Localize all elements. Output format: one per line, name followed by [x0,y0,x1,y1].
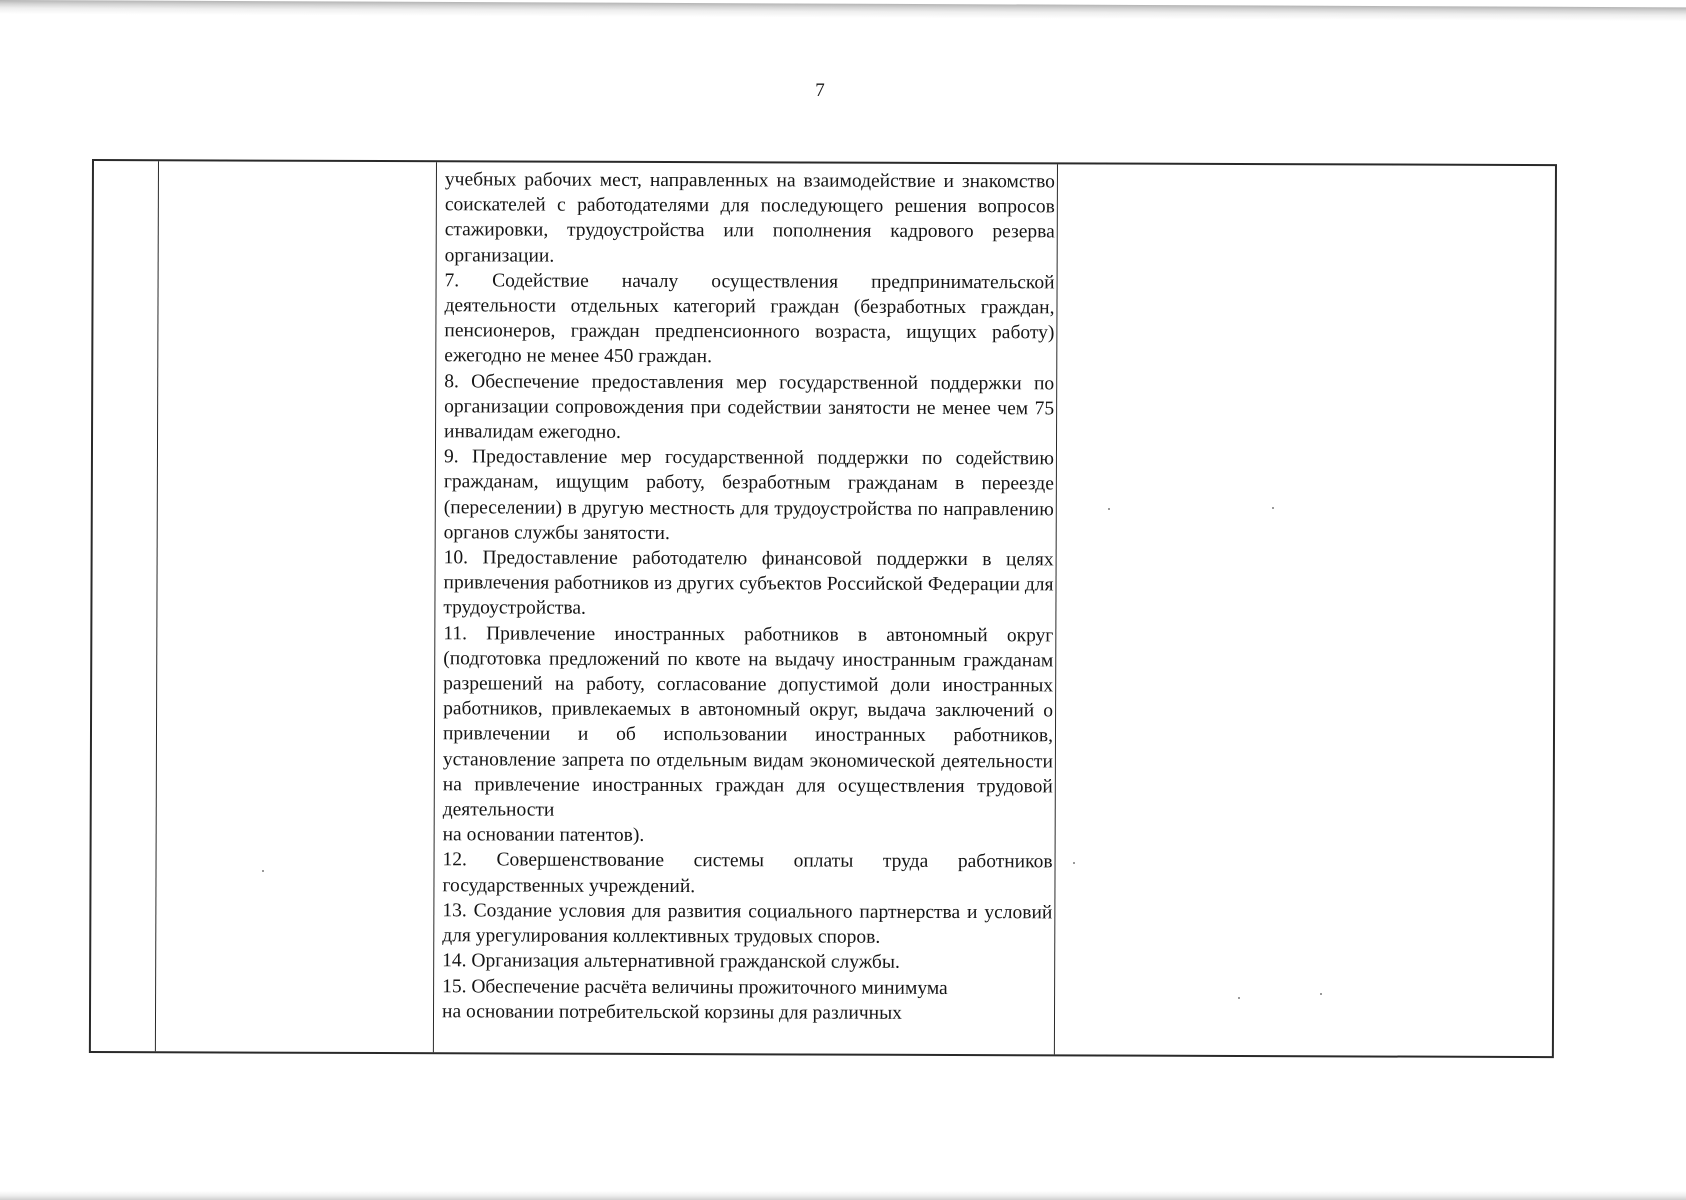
paragraph-item-10: 10. Предоставление работодателю финансовой поддержки в целях привлечения работников из других субъектов Российской Федерации для трудоустройства. [443,547,1054,620]
paragraph-continuation: учебных рабочих мест, направленных на взаимодействие и знакомство соискателей с работодателями для последующего решения вопросов стажировки, трудоустройства или пополнения кадрового резерва организации. [444,169,1055,267]
column-divider-2 [433,162,437,1052]
paragraph-item-15-tail: на основании потребительской корзины для различных [441,1000,902,1024]
scan-edge-bottom [0,1191,1686,1200]
paragraph-item-15: 15. Обеспечение расчёта величины прожиточного минимума [442,975,948,999]
scan-speck [1073,862,1075,864]
paragraph-item-14: 14. Организация альтернативной гражданской службы. [442,950,900,974]
activity-description-cell [442,167,1055,1026]
column-divider-1 [155,161,159,1051]
paragraph-item-7: 7. Содействие началу осуществления предпринимательской деятельности отдельных категорий граждан (безработных граждан, пенсионеров, граждан предпенсионного возраста, ищущих работу) ежегодно не менее 450 граждан. [444,270,1055,368]
scan-edge-top [0,0,1686,21]
paragraph-item-8: 8. Обеспечение предоставления мер государственной поддержки по организации сопровождения при содействии занятости не менее чем 75 инвалидам ежегодно. [444,370,1055,443]
scan-speck [262,870,264,872]
paragraph-item-9: 9. Предоставление мер государственной поддержки по содействию гражданам, ищущим работу, безработным гражданам в переезде (переселении) в другую местность для трудоустройства по направлению органов службы занятости. [443,446,1054,544]
document-table [89,159,1557,1058]
scan-speck [1108,508,1110,510]
paragraph-item-11: 11. Привлечение иностранных работников в автономный округ (подготовка предложений по квоте на выдачу иностранным гражданам разрешений на работу, согласование допустимой доли иностранных работников, привлекаемых в автономный округ, выдача заключений о привлечении и об использовании иностранных работников, установление запрета по отдельным видам экономической деятельности на привлечение иностранных граждан для осуществления трудовой деятельности [442,622,1054,821]
page-number: 7 [815,80,825,101]
paragraph-item-13: 13. Создание условия для развития социального партнерства и условий для урегулирования коллективных трудовых споров. [442,900,1053,948]
paragraph-item-12: 12. Совершенствование системы оплаты труда работников государственных учреждений. [442,849,1053,897]
scan-speck [1272,507,1274,509]
scan-speck [1238,997,1240,999]
scan-speck [1320,993,1322,995]
paragraph-item-11-tail: на основании патентов). [442,824,645,847]
